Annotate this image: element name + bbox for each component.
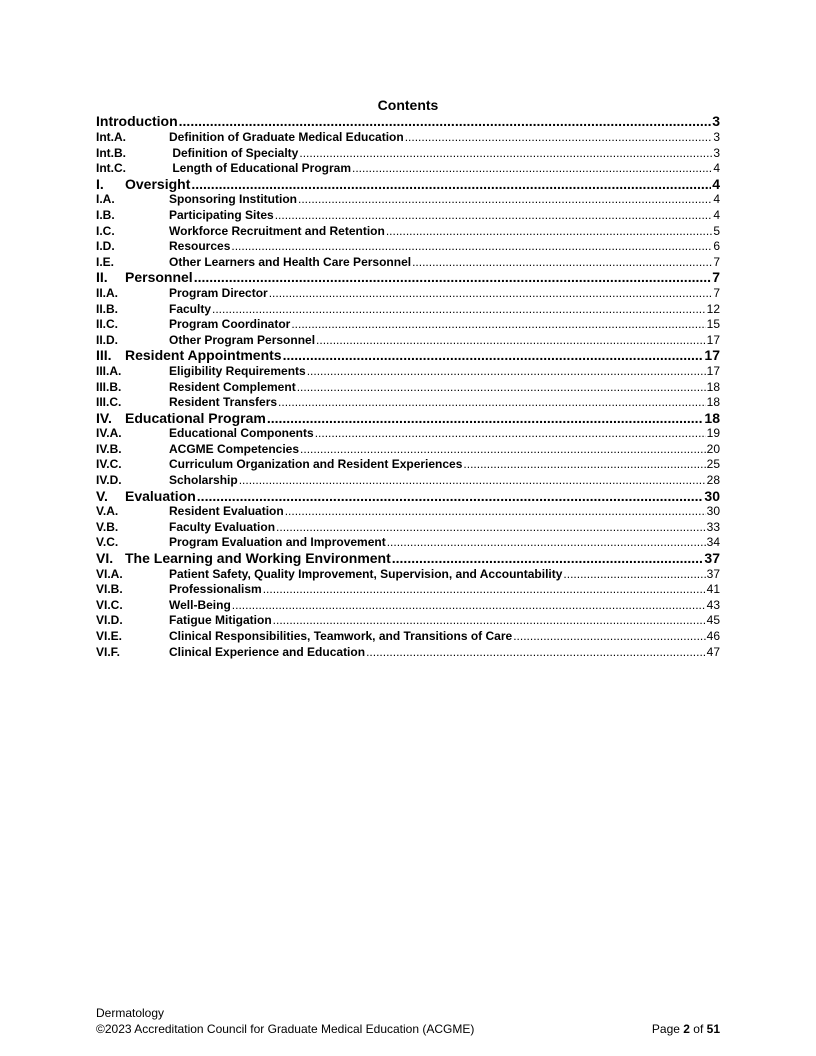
toc-entry-title: Other Learners and Health Care Personnel (169, 254, 412, 269)
toc-entry-title: Introduction (96, 113, 178, 129)
toc-entry-page: 47 (706, 644, 720, 659)
toc-entry-title: Curriculum Organization and Resident Experiences (169, 457, 463, 472)
toc-entry-page: 19 (706, 426, 720, 441)
toc-entry[interactable] (96, 224, 720, 240)
toc-entry-title: Workforce Recruitment and Retention (169, 223, 385, 238)
toc-dot-leader (387, 535, 706, 551)
toc-entry[interactable] (96, 239, 720, 255)
toc-entry[interactable] (96, 348, 720, 364)
toc-entry-number: VI.D. (96, 613, 123, 628)
toc-dot-leader (283, 348, 704, 364)
contents-title: Contents (377, 97, 439, 113)
toc-entry-page: 28 (706, 473, 720, 488)
toc-dot-leader (352, 161, 712, 177)
toc-entry[interactable] (96, 520, 720, 536)
toc-entry-title: Program Coordinator (169, 317, 291, 332)
toc-entry-page: 4 (713, 207, 720, 222)
toc-entry[interactable] (96, 208, 720, 224)
toc-entry-title: Clinical Responsibilities, Teamwork, and Transitions of Care (169, 629, 513, 643)
toc-entry-number: Int.C. (96, 161, 126, 176)
toc-dot-leader (273, 613, 706, 629)
toc-entry-title: Educational Program (125, 410, 266, 426)
toc-entry-number: III.B. (96, 379, 122, 394)
toc-entry-page: 37 (704, 551, 720, 567)
toc-entry[interactable] (96, 489, 720, 505)
toc-entry-page: 37 (706, 566, 720, 581)
toc-entry[interactable] (96, 613, 720, 629)
toc-entry[interactable] (96, 255, 720, 271)
toc-entry-page: 18 (706, 379, 720, 394)
toc-entry-title: Eligibility Requirements (169, 363, 306, 378)
toc-entry-page: 34 (706, 535, 720, 550)
toc-entry-number: IV.C. (96, 457, 122, 472)
toc-entry-title: Educational Components (169, 426, 314, 441)
toc-entry[interactable] (96, 457, 720, 473)
toc-entry[interactable] (96, 333, 720, 349)
toc-entry[interactable] (96, 161, 720, 177)
toc-entry[interactable] (96, 302, 720, 318)
toc-entry[interactable] (96, 567, 720, 583)
toc-dot-leader (232, 598, 706, 614)
toc-dot-leader (194, 270, 712, 286)
toc-entry-page: 17 (706, 363, 720, 378)
toc-entry-page: 30 (706, 504, 720, 519)
toc-entry-number: I. (96, 176, 104, 192)
toc-entry-page: 12 (706, 301, 720, 316)
toc-entry-title: Program Evaluation and Improvement (169, 535, 386, 550)
toc-entry-page: 5 (713, 223, 720, 238)
toc-dot-leader (513, 629, 705, 645)
toc-dot-leader (405, 130, 713, 146)
toc-entry[interactable] (96, 317, 720, 333)
toc-entry[interactable] (96, 551, 720, 567)
toc-entry-number: VI.F. (96, 644, 121, 659)
toc-entry-title: Resident Transfers (169, 395, 278, 410)
footer-specialty: Dermatology (96, 1006, 165, 1020)
toc-entry-number: I.C. (96, 223, 115, 238)
toc-entry-title: Professionalism (169, 582, 262, 597)
toc-entry[interactable] (96, 146, 720, 162)
toc-dot-leader (386, 224, 713, 240)
toc-entry-page: 17 (704, 348, 720, 364)
toc-dot-leader (275, 208, 713, 224)
toc-entry-title: Oversight (125, 176, 191, 192)
toc-dot-leader (212, 302, 706, 318)
footer-page-current: 2 (683, 1022, 690, 1036)
toc-entry-number: V.A. (96, 504, 119, 519)
footer-page-total: 51 (706, 1022, 720, 1036)
toc-entry-title: Definition of Graduate Medical Education (169, 130, 404, 144)
toc-entry-number: III.A. (96, 363, 122, 378)
toc-entry-number: II.C. (96, 317, 119, 332)
toc-entry-page: 45 (706, 613, 720, 628)
toc-dot-leader (316, 333, 706, 349)
toc-dot-leader (366, 645, 706, 661)
toc-entry-number: II.B. (96, 301, 119, 316)
toc-dot-leader (463, 457, 705, 473)
table-of-contents (96, 113, 720, 660)
toc-entry-number: Int.B. (96, 145, 126, 160)
toc-entry-number: III.C. (96, 395, 122, 410)
toc-dot-leader (231, 239, 712, 255)
toc-dot-leader (263, 582, 706, 598)
toc-entry-title: Resident Evaluation (169, 504, 284, 519)
toc-entry[interactable] (96, 286, 720, 302)
toc-dot-leader (285, 504, 706, 520)
footer-copyright: ©2023 Accreditation Council for Graduate Medical Education (ACGME) (96, 1022, 475, 1036)
toc-entry[interactable] (96, 473, 720, 489)
footer-page-prefix: Page (651, 1022, 684, 1036)
toc-entry-page: 18 (704, 410, 720, 426)
toc-entry-number: VI.A. (96, 566, 123, 581)
toc-entry-page: 41 (706, 582, 720, 597)
toc-entry-title: Patient Safety, Quality Improvement, Supervision, and Accountability (169, 566, 563, 581)
toc-entry-page: 3 (713, 145, 720, 160)
toc-entry-number: I.D. (96, 239, 115, 254)
toc-entry[interactable] (96, 177, 720, 193)
toc-entry[interactable] (96, 380, 720, 396)
toc-entry-number: IV.D. (96, 473, 122, 488)
toc-entry-number: I.A. (96, 192, 115, 207)
toc-entry-page: 18 (706, 395, 720, 410)
toc-entry-title: Length of Educational Program (169, 161, 352, 176)
toc-entry-title: Resident Complement (169, 379, 296, 394)
toc-entry[interactable] (96, 364, 720, 380)
toc-entry-page: 7 (712, 270, 720, 286)
toc-entry[interactable] (96, 504, 720, 520)
toc-entry-title: Evaluation (125, 488, 196, 504)
toc-entry-number: II. (96, 270, 108, 286)
toc-entry-title: Other Program Personnel (169, 332, 316, 347)
toc-entry-title: Participating Sites (169, 207, 274, 222)
toc-entry-title: Faculty Evaluation (169, 519, 276, 534)
toc-entry[interactable] (96, 395, 720, 411)
toc-entry-page: 3 (713, 130, 720, 144)
toc-entry-number: II.D. (96, 332, 119, 347)
toc-entry-number: I.B. (96, 207, 115, 222)
toc-dot-leader (392, 551, 704, 567)
toc-entry[interactable] (96, 113, 720, 130)
toc-entry-title: Resources (169, 239, 231, 254)
toc-entry-title: Fatigue Mitigation (169, 613, 272, 628)
toc-entry-number: VI.C. (96, 597, 123, 612)
toc-entry-page: 4 (713, 192, 720, 207)
toc-entry-title: ACGME Competencies (169, 441, 300, 456)
toc-entry[interactable] (96, 192, 720, 208)
toc-entry-page: 25 (706, 457, 720, 472)
toc-entry-number: IV. (96, 410, 112, 426)
toc-entry-page: 46 (706, 629, 720, 643)
footer-page-number (652, 1022, 720, 1037)
toc-dot-leader (239, 473, 706, 489)
toc-entry-page: 17 (706, 332, 720, 347)
toc-dot-leader (300, 442, 706, 458)
toc-entry[interactable] (96, 645, 720, 661)
toc-entry-title: Clinical Experience and Education (169, 644, 366, 659)
toc-entry[interactable] (96, 426, 720, 442)
toc-entry-page: 4 (712, 176, 720, 192)
toc-entry[interactable] (96, 270, 720, 286)
toc-entry-page: 3 (712, 113, 720, 129)
toc-dot-leader (291, 317, 705, 333)
toc-dot-leader (297, 380, 706, 396)
toc-dot-leader (179, 113, 712, 130)
toc-entry-page: 43 (706, 597, 720, 612)
toc-entry-number: V.B. (96, 519, 119, 534)
toc-entry-page: 7 (713, 254, 720, 269)
toc-dot-leader (278, 395, 706, 411)
toc-dot-leader (267, 411, 704, 427)
toc-entry-number: III. (96, 348, 112, 364)
toc-entry-number: VI.E. (96, 629, 123, 643)
toc-entry[interactable] (96, 442, 720, 458)
toc-entry[interactable] (96, 582, 720, 598)
toc-dot-leader (276, 520, 706, 536)
toc-entry-number: VI.B. (96, 582, 123, 597)
toc-entry-title: Definition of Specialty (169, 145, 299, 160)
toc-dot-leader (299, 146, 712, 162)
toc-entry-title: Resident Appointments (125, 348, 282, 364)
footer-page-middle: of (689, 1022, 707, 1036)
toc-entry-page: 30 (704, 488, 720, 504)
toc-dot-leader (197, 489, 704, 505)
toc-entry-title: The Learning and Working Environment (125, 551, 391, 567)
toc-entry[interactable] (96, 535, 720, 551)
toc-entry-page: 33 (706, 519, 720, 534)
toc-entry-title: Faculty (169, 301, 212, 316)
toc-dot-leader (412, 255, 712, 271)
toc-entry-title: Scholarship (169, 473, 238, 488)
toc-entry-number: IV.A. (96, 426, 122, 441)
toc-entry-page: 4 (713, 161, 720, 176)
toc-entry-page: 20 (706, 441, 720, 456)
toc-dot-leader (269, 286, 713, 302)
toc-entry-number: VI. (96, 551, 114, 567)
toc-entry-number: Int.A. (96, 130, 126, 144)
toc-entry-number: IV.B. (96, 441, 122, 456)
toc-entry-title: Well-Being (169, 597, 231, 612)
toc-entry-title: Personnel (125, 270, 193, 286)
toc-entry-title: Program Director (169, 285, 268, 300)
toc-dot-leader (563, 567, 705, 583)
toc-entry[interactable] (96, 130, 720, 146)
toc-entry-page: 15 (706, 317, 720, 332)
toc-entry[interactable] (96, 411, 720, 427)
toc-entry-page: 6 (713, 239, 720, 254)
toc-entry-page: 7 (713, 285, 720, 300)
toc-dot-leader (298, 192, 712, 208)
toc-dot-leader (191, 177, 711, 193)
toc-entry-title: Sponsoring Institution (169, 192, 297, 207)
toc-entry[interactable] (96, 629, 720, 645)
toc-entry-number: I.E. (96, 254, 115, 269)
toc-entry-number: V. (96, 488, 108, 504)
toc-dot-leader (307, 364, 706, 380)
toc-entry-number: V.C. (96, 535, 119, 550)
toc-dot-leader (315, 426, 706, 442)
toc-entry[interactable] (96, 598, 720, 614)
toc-entry-number: II.A. (96, 285, 119, 300)
